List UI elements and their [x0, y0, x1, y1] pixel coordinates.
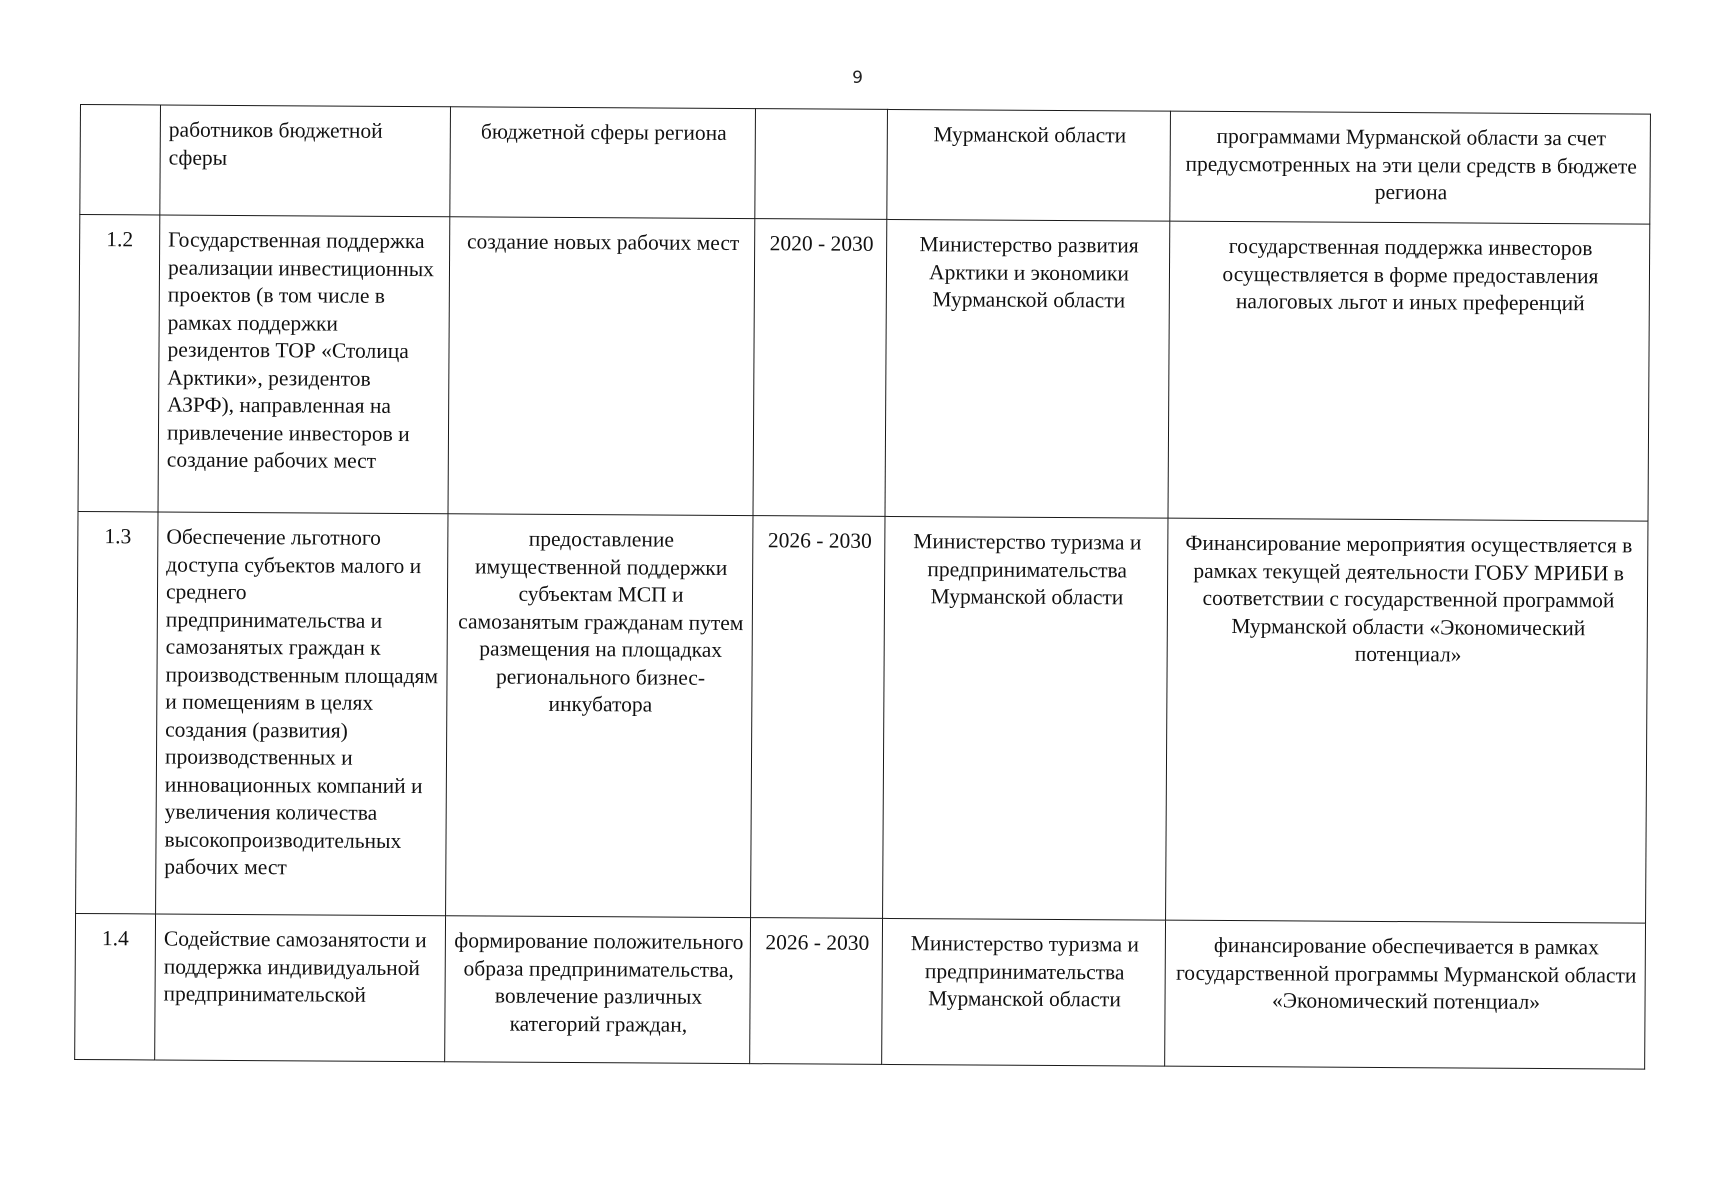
row-number-cell: 1.2 — [78, 215, 160, 512]
period-cell — [755, 109, 888, 220]
table-row — [76, 511, 1648, 923]
executor-cell: Мурманской области — [887, 109, 1171, 221]
result-cell: создание новых рабочих мест — [448, 217, 755, 516]
row-number-cell: 1.3 — [76, 511, 158, 913]
period-cell: 2026 - 2030 — [751, 516, 885, 919]
financing-cell: государственная поддержка инвесторов осуществляется в форме предоставления налоговых льгот и иных преференций — [1168, 221, 1650, 521]
result-cell: бюджетной сферы региона — [450, 107, 756, 219]
row-number-cell: 1.4 — [75, 913, 156, 1059]
measure-cell: Содействие самозанятости и поддержка индивидуальной предпринимательской — [155, 914, 446, 1062]
period-cell: 2020 - 2030 — [753, 219, 887, 517]
row-number-cell — [80, 105, 161, 215]
period-cell: 2026 - 2030 — [750, 918, 883, 1065]
executor-cell: Министерство туризма и предпринимательства Мурманской области — [882, 918, 1166, 1066]
page-number: 9 — [852, 68, 863, 88]
executor-cell: Министерство развития Арктики и экономики Мурманской области — [885, 219, 1170, 518]
executor-cell: Министерство туризма и предпринимательства Мурманской области — [883, 516, 1168, 920]
financing-cell: Финансирование мероприятия осуществляется в рамках текущей деятельности ГОБУ МРИБИ в соответствии с государственной программой Мурманской области «Экономический потенциал» — [1166, 518, 1648, 923]
result-cell: предоставление имущественной поддержки субъектам МСП и самозанятым гражданам путем размещения на площадках регионального бизнес-инкубатора — [446, 514, 753, 918]
financing-cell: программами Мурманской области за счет предусмотренных на эти цели средств в бюджете региона — [1170, 111, 1651, 224]
measure-cell: Обеспечение льготного доступа субъектов малого и среднего предпринимательства и самозанятых граждан к производственным площадям и помещениям в целях создания (развития) производственных и инновационных компаний и увеличения количества высокопроизводительных рабочих мест — [156, 512, 448, 916]
result-cell: формирование положительного образа предпринимательства, вовлечение различных категорий граждан, — [445, 916, 751, 1064]
measure-cell: работников бюджетной сферы — [160, 105, 451, 217]
financing-cell: финансирование обеспечивается в рамках государственной программы Мурманской области «Экономический потенциал» — [1165, 920, 1646, 1069]
table-row — [75, 913, 1646, 1069]
table-row — [80, 105, 1651, 225]
measure-cell: Государственная поддержка реализации инвестиционных проектов (в том числе в рамках поддержки резидентов ТОР «Столица Арктики», резидентов АЗРФ), направленная на привлечение инвесторов и создание рабочих мест — [158, 215, 450, 514]
measures-table — [74, 104, 1651, 1070]
table-row — [78, 215, 1650, 522]
